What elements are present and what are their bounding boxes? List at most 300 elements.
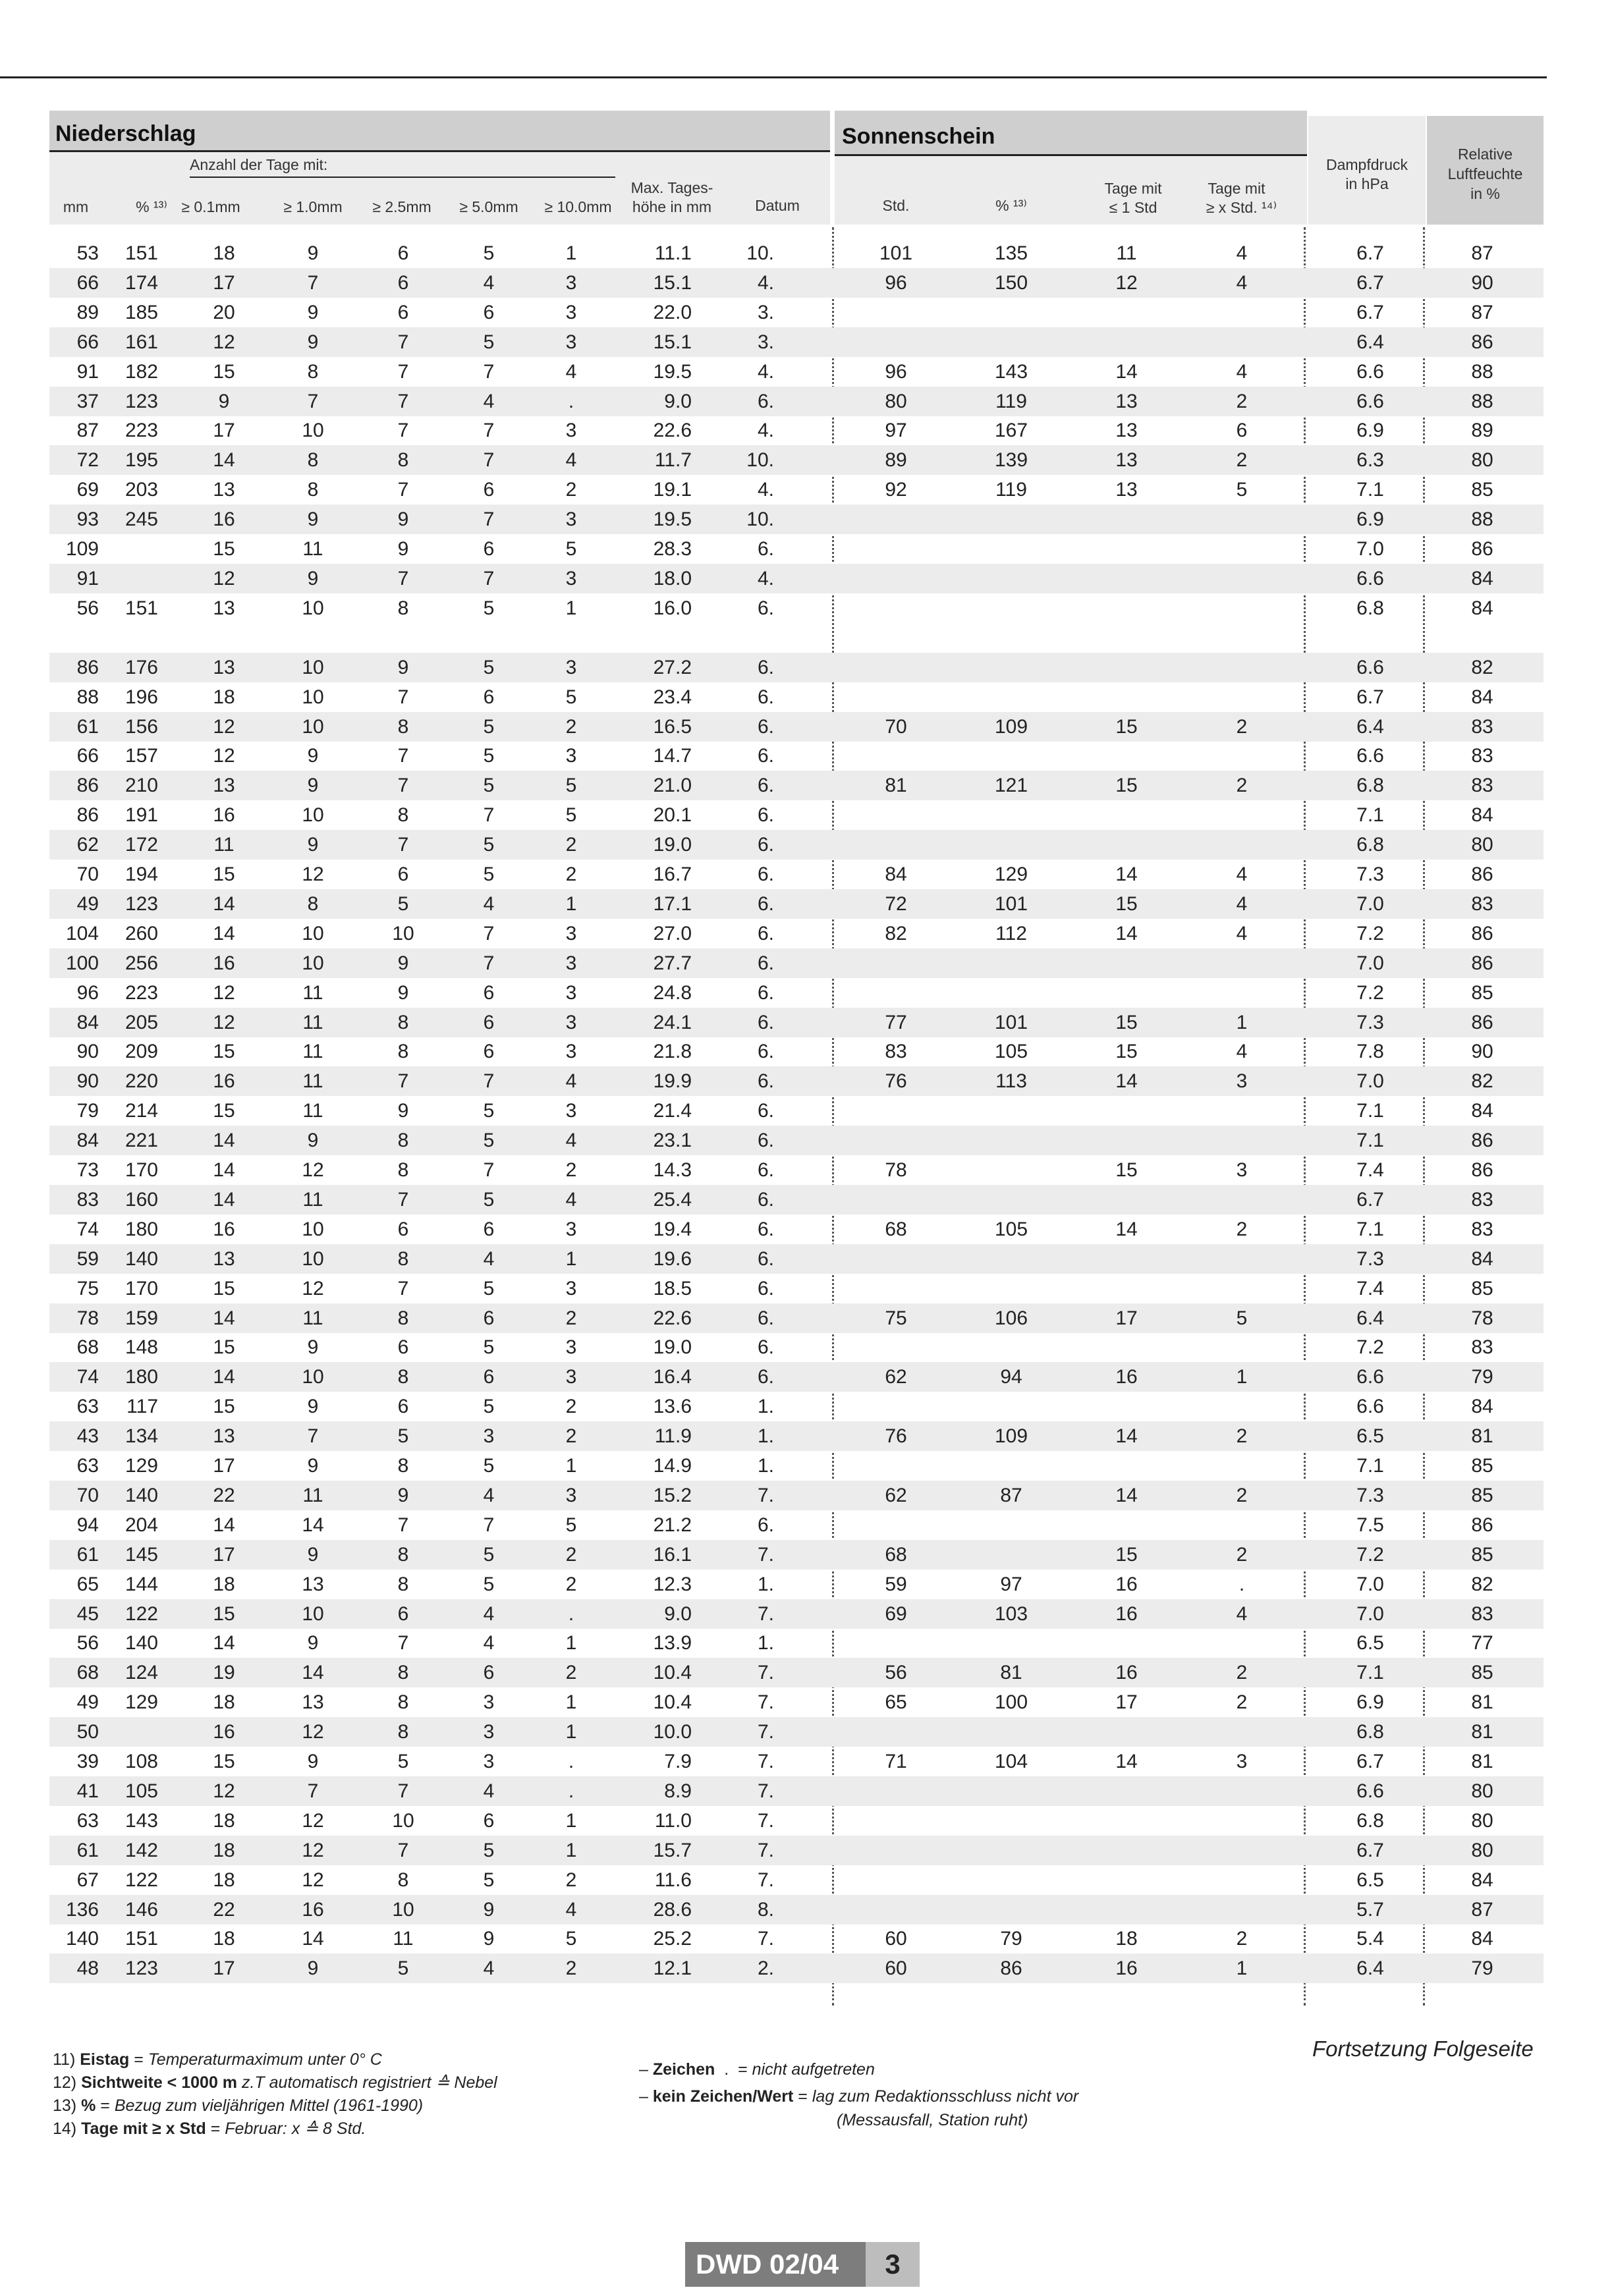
cell-pct: 176 xyxy=(125,656,158,678)
cell-rel: 84 xyxy=(1471,597,1493,619)
cell-d100: 3 xyxy=(565,301,577,323)
cell-rel: 84 xyxy=(1471,1928,1493,1950)
cell-mm: 68 xyxy=(76,1336,99,1359)
cell-mm: 63 xyxy=(76,1396,99,1418)
cell-d10: 8 xyxy=(307,360,319,383)
cell-d01: 18 xyxy=(213,686,235,708)
cell-spct xyxy=(975,682,1047,712)
cell-d01: 18 xyxy=(213,1839,235,1861)
cell-rel: 85 xyxy=(1471,1662,1493,1684)
cell-dampf: 6.8 xyxy=(1356,597,1384,619)
cell-d10: 10 xyxy=(302,686,324,708)
cell-dampf: 7.3 xyxy=(1356,1247,1384,1270)
cell-tagex xyxy=(1209,1185,1275,1215)
cell-tagex: 4 xyxy=(1236,922,1248,944)
cell-d50: 5 xyxy=(483,1277,495,1299)
cell-d100: 1 xyxy=(565,1455,577,1477)
cell-tagex xyxy=(1209,593,1275,623)
cell-d01: 13 xyxy=(213,775,235,797)
anzahl-rule xyxy=(190,177,615,178)
cell-max: 13.6 xyxy=(653,1396,692,1418)
cell-pct: 260 xyxy=(125,922,158,944)
cell-tagex: 2 xyxy=(1236,1691,1248,1714)
cell-d50: 6 xyxy=(483,1041,495,1063)
cell-d10: 12 xyxy=(302,863,324,885)
cell-d100: 1 xyxy=(565,1809,577,1832)
cell-rel: 85 xyxy=(1471,1277,1493,1299)
cell-d25: 5 xyxy=(397,1751,409,1772)
cell-d25: 8 xyxy=(397,1455,409,1477)
cell-max: 19.5 xyxy=(653,360,692,383)
cell-spct: 135 xyxy=(994,242,1028,264)
cell-d100: 3 xyxy=(565,331,577,353)
cell-rel: 81 xyxy=(1471,1425,1493,1448)
table-row xyxy=(49,1865,1544,1895)
cell-d25: 9 xyxy=(397,952,409,974)
cell-d100: 3 xyxy=(565,420,577,442)
cell-d10: 10 xyxy=(302,656,324,678)
cell-dampf: 6.4 xyxy=(1356,1307,1384,1329)
cell-spct xyxy=(975,1155,1047,1185)
cell-spct xyxy=(975,564,1047,593)
cell-d01: 9 xyxy=(218,390,230,412)
cell-pct: 196 xyxy=(125,686,158,708)
cell-pct: 140 xyxy=(125,1247,158,1270)
footnote-11 xyxy=(53,2048,382,2071)
cell-rel: 80 xyxy=(1471,834,1493,856)
cell-d01: 18 xyxy=(213,1869,235,1891)
cell-max: 15.7 xyxy=(653,1839,692,1861)
cell-datum: 7. xyxy=(757,1928,774,1950)
cell-tage1: 15 xyxy=(1115,715,1138,738)
cell-mm: 69 xyxy=(76,479,99,501)
cell-d01: 12 xyxy=(213,331,235,353)
cell-datum: 6. xyxy=(757,1366,774,1388)
cell-dampf: 6.4 xyxy=(1356,1957,1384,1980)
cell-max: 14.9 xyxy=(653,1455,692,1477)
col-std-header: Std. xyxy=(882,197,910,214)
cell-std: 62 xyxy=(885,1484,907,1506)
cell-d10: 9 xyxy=(307,1130,319,1152)
cell-dampf: 7.1 xyxy=(1356,1100,1384,1122)
cell-dampf: 7.2 xyxy=(1356,922,1384,944)
col-d25-header: ≥ 2.5mm xyxy=(372,198,431,215)
cell-tagex: 4 xyxy=(1236,1041,1248,1063)
cell-d25: 8 xyxy=(397,1130,409,1152)
cell-d01: 14 xyxy=(213,1632,235,1654)
cell-pct xyxy=(105,1717,158,1747)
cell-tage1: 16 xyxy=(1115,1366,1138,1388)
cell-std: 60 xyxy=(885,1928,907,1950)
cell-spct: 106 xyxy=(994,1307,1028,1329)
cell-d10: 7 xyxy=(307,1780,319,1802)
cell-d50: 7 xyxy=(483,804,495,827)
cell-d01: 15 xyxy=(213,1396,235,1418)
cell-dampf: 6.6 xyxy=(1356,656,1384,678)
cell-d01: 17 xyxy=(213,1455,235,1477)
cell-d10: 10 xyxy=(302,715,324,738)
cell-tagex xyxy=(1209,327,1275,357)
cell-tagex: 3 xyxy=(1236,1159,1248,1181)
table-row xyxy=(49,741,1544,771)
cell-rel: 89 xyxy=(1471,420,1493,442)
cell-datum: 6. xyxy=(757,1277,774,1299)
cell-datum: 6. xyxy=(757,1514,774,1536)
cell-d25: 8 xyxy=(397,1366,409,1388)
cell-tage1 xyxy=(1094,1806,1159,1836)
table-row xyxy=(49,1303,1544,1333)
cell-spct: 104 xyxy=(994,1751,1028,1772)
cell-max: 11.1 xyxy=(654,242,692,264)
cell-tagex xyxy=(1209,741,1275,771)
cell-d25: 9 xyxy=(397,1100,409,1122)
cell-max: 8.9 xyxy=(664,1780,692,1802)
cell-tage1: 15 xyxy=(1115,892,1138,915)
cell-d01: 18 xyxy=(213,1691,235,1714)
cell-d25: 6 xyxy=(397,271,409,294)
cell-tagex: 4 xyxy=(1236,271,1248,294)
cell-d100: 3 xyxy=(565,1041,577,1063)
cell-dampf: 6.8 xyxy=(1356,1721,1384,1743)
cell-std: 76 xyxy=(885,1070,907,1093)
cell-tage1: 14 xyxy=(1115,360,1138,383)
fortsetzung-note: Fortsetzung Folgeseite xyxy=(1312,2036,1534,2061)
cell-std: 62 xyxy=(885,1366,907,1388)
cell-max: 19.6 xyxy=(653,1247,692,1270)
cell-d25: 8 xyxy=(397,597,409,619)
cell-datum: 6. xyxy=(757,1011,774,1033)
anzahl-header: Anzahl der Tage mit: xyxy=(190,156,328,173)
table-row xyxy=(49,268,1544,298)
cell-rel: 86 xyxy=(1471,1514,1493,1536)
cell-mm: 63 xyxy=(76,1809,99,1832)
cell-max: 12.1 xyxy=(653,1957,692,1980)
cell-rel: 84 xyxy=(1471,567,1493,589)
cell-spct: 94 xyxy=(1000,1366,1022,1388)
cell-datum: 7. xyxy=(757,1543,774,1566)
cell-tagex xyxy=(1209,1392,1275,1421)
cell-d100: 3 xyxy=(565,1366,577,1388)
cell-max: 23.1 xyxy=(653,1130,692,1152)
cell-pct: 123 xyxy=(125,390,158,412)
cell-d25: 7 xyxy=(397,745,409,767)
cell-d50: 7 xyxy=(483,952,495,974)
cell-datum: 7. xyxy=(757,1602,774,1625)
cell-dampf: 7.2 xyxy=(1356,1543,1384,1566)
cell-pct: 140 xyxy=(125,1632,158,1654)
cell-tage1: 11 xyxy=(1116,242,1137,264)
cell-spct: 101 xyxy=(994,1011,1028,1033)
cell-datum: 2. xyxy=(757,1957,774,1980)
table-row xyxy=(49,475,1544,505)
cell-dampf: 6.3 xyxy=(1356,449,1384,472)
cell-pct: 210 xyxy=(125,775,158,797)
cell-tagex: 2 xyxy=(1236,1484,1248,1506)
cell-datum: 6. xyxy=(757,1247,774,1270)
cell-datum: 7. xyxy=(757,1484,774,1506)
cell-d10: 12 xyxy=(302,1721,324,1743)
cell-d01: 12 xyxy=(213,715,235,738)
cell-tage1: 12 xyxy=(1115,271,1138,294)
cell-d100: 2 xyxy=(565,479,577,501)
cell-pct: 159 xyxy=(125,1307,158,1329)
footnote-14-text: Februar: x ≙ 8 Std. xyxy=(225,2119,366,2138)
cell-d50: 5 xyxy=(483,1573,495,1595)
cell-d10: 9 xyxy=(307,1336,319,1359)
cell-d10: 14 xyxy=(302,1514,324,1536)
footnote-14-eq: = xyxy=(206,2119,225,2138)
cell-d10: 12 xyxy=(302,1869,324,1891)
cell-d10: 11 xyxy=(302,538,323,560)
cell-d01: 14 xyxy=(213,449,235,472)
col-spct-header: % ¹³⁾ xyxy=(995,197,1027,214)
table-row xyxy=(49,1451,1544,1481)
cell-spct: 121 xyxy=(994,775,1028,797)
cell-spct xyxy=(975,1540,1047,1570)
cell-spct xyxy=(975,1895,1047,1925)
cell-d10: 11 xyxy=(302,1484,323,1506)
table-row xyxy=(49,1481,1544,1510)
cell-pct: 122 xyxy=(125,1602,158,1625)
cell-tage1 xyxy=(1094,1451,1159,1481)
cell-d25: 5 xyxy=(397,1425,409,1448)
cell-d10: 10 xyxy=(302,1218,324,1240)
cell-d01: 14 xyxy=(213,892,235,915)
cell-datum: 6. xyxy=(757,1159,774,1181)
cell-std xyxy=(860,978,932,1008)
cell-d10: 9 xyxy=(307,1455,319,1477)
cell-rel: 90 xyxy=(1471,271,1493,294)
col-max-header-line2: höhe in mm xyxy=(632,198,712,215)
cell-std xyxy=(860,1274,932,1303)
cell-d50: 4 xyxy=(483,1484,495,1506)
cell-datum: 1. xyxy=(757,1396,774,1418)
cell-d100: 4 xyxy=(565,1070,577,1093)
cell-datum: 8. xyxy=(757,1898,774,1921)
table-row xyxy=(49,1570,1544,1599)
cell-d50: 6 xyxy=(483,1662,495,1684)
cell-d10: 10 xyxy=(302,804,324,827)
cell-std: 84 xyxy=(885,863,907,885)
cell-d01: 17 xyxy=(213,1957,235,1980)
cell-d01: 16 xyxy=(213,952,235,974)
cell-d100: 2 xyxy=(565,1957,577,1980)
cell-mm: 78 xyxy=(76,1307,99,1329)
cell-d25: 9 xyxy=(397,1484,409,1506)
cell-pct: 129 xyxy=(125,1691,158,1714)
sonnenschein-title: Sonnenschein xyxy=(842,124,995,149)
cell-max: 11.9 xyxy=(654,1425,692,1448)
cell-d01: 13 xyxy=(213,1247,235,1270)
cell-max: 13.9 xyxy=(653,1632,692,1654)
cell-pct: 108 xyxy=(125,1751,158,1772)
cell-dampf: 6.5 xyxy=(1356,1632,1384,1654)
legend-kein-zeichen-text: lag zum Redaktionsschluss nicht vor xyxy=(812,2087,1079,2106)
cell-mm: 65 xyxy=(76,1573,99,1595)
cell-spct: 100 xyxy=(994,1691,1028,1714)
cell-d100: 4 xyxy=(565,360,577,383)
cell-tagex xyxy=(1209,1332,1275,1362)
cell-d25: 7 xyxy=(397,567,409,589)
cell-d50: 7 xyxy=(483,1514,495,1536)
cell-rel: 90 xyxy=(1471,1041,1493,1063)
cell-dampf: 7.2 xyxy=(1356,1336,1384,1359)
cell-spct xyxy=(975,1776,1047,1806)
cell-spct: 112 xyxy=(995,922,1027,944)
cell-d100: 5 xyxy=(565,1514,577,1536)
cell-pct: 204 xyxy=(125,1514,158,1536)
cell-std xyxy=(860,564,932,593)
cell-d50: 3 xyxy=(483,1721,495,1743)
cell-spct xyxy=(975,653,1047,682)
cell-rel: 85 xyxy=(1471,479,1493,501)
cell-dampf: 6.6 xyxy=(1356,1780,1384,1802)
cell-d10: 9 xyxy=(307,745,319,767)
cell-d25: 7 xyxy=(397,775,409,797)
cell-mm: 96 xyxy=(76,981,99,1004)
cell-d10: 10 xyxy=(302,597,324,619)
cell-mm: 93 xyxy=(76,508,99,531)
col-rel-header-line3: in % xyxy=(1470,185,1500,202)
cell-tagex xyxy=(1209,1628,1275,1658)
cell-dampf: 6.9 xyxy=(1356,1691,1384,1714)
cell-pct: 140 xyxy=(125,1484,158,1506)
cell-spct xyxy=(975,800,1047,830)
cell-max: 23.4 xyxy=(653,686,692,708)
legend-zeichen-dash: – xyxy=(639,2060,648,2079)
cell-mm: 59 xyxy=(76,1247,99,1270)
cell-pct: 142 xyxy=(125,1839,158,1861)
cell-dampf: 6.7 xyxy=(1356,242,1384,264)
cell-rel: 86 xyxy=(1471,1159,1493,1181)
cell-std xyxy=(860,1865,932,1895)
cell-spct: 119 xyxy=(995,390,1027,412)
col-d100-header: ≥ 10.0mm xyxy=(544,198,612,215)
cell-d100: 1 xyxy=(565,892,577,915)
cell-tage1: 13 xyxy=(1115,390,1138,412)
table-row xyxy=(49,800,1544,830)
cell-std xyxy=(860,593,932,623)
cell-spct xyxy=(975,1096,1047,1126)
table-row xyxy=(49,978,1544,1008)
cell-d100: 5 xyxy=(565,775,577,797)
cell-max: 19.9 xyxy=(653,1070,692,1093)
col-pct-header: % ¹³⁾ xyxy=(136,198,167,215)
cell-pct: 105 xyxy=(125,1780,158,1802)
cell-mm: 89 xyxy=(76,301,99,323)
cell-datum: 6. xyxy=(757,715,774,738)
cell-spct: 119 xyxy=(995,479,1027,501)
cell-d01: 16 xyxy=(213,1721,235,1743)
table-row xyxy=(49,564,1544,593)
cell-tage1 xyxy=(1094,1895,1159,1925)
cell-max: 22.6 xyxy=(653,420,692,442)
cell-pct: 180 xyxy=(125,1218,158,1240)
table-row xyxy=(49,298,1544,327)
cell-tagex: 2 xyxy=(1236,715,1248,738)
table-row xyxy=(49,1185,1544,1215)
table-row xyxy=(49,445,1544,475)
cell-d25: 7 xyxy=(397,1188,409,1211)
cell-d50: 6 xyxy=(483,1307,495,1329)
cell-max: 16.7 xyxy=(653,863,692,885)
cell-d50: 5 xyxy=(483,1869,495,1891)
cell-mm: 84 xyxy=(76,1011,99,1033)
cell-pct: 170 xyxy=(125,1277,158,1299)
cell-d50: 3 xyxy=(483,1751,495,1772)
cell-d100: 3 xyxy=(565,1277,577,1299)
cell-std xyxy=(860,327,932,357)
table-row xyxy=(49,1421,1544,1451)
cell-rel: 80 xyxy=(1471,1780,1493,1802)
cell-rel: 85 xyxy=(1471,981,1493,1004)
cell-d25: 8 xyxy=(397,1307,409,1329)
table-row xyxy=(49,1096,1544,1126)
cell-std: 101 xyxy=(879,242,913,264)
table-row xyxy=(49,860,1544,889)
cell-spct: 129 xyxy=(994,863,1028,885)
cell-max: 19.0 xyxy=(653,834,692,856)
cell-max: 19.0 xyxy=(653,1336,692,1359)
table-row xyxy=(49,1687,1544,1717)
cell-std: 92 xyxy=(885,479,907,501)
cell-d10: 11 xyxy=(302,1188,323,1211)
cell-d25: 7 xyxy=(397,331,409,353)
cell-tage1: 13 xyxy=(1115,479,1138,501)
cell-datum: 6. xyxy=(757,1307,774,1329)
table-row xyxy=(49,1332,1544,1362)
cell-tagex xyxy=(1209,800,1275,830)
cell-d01: 12 xyxy=(213,1011,235,1033)
cell-max: 22.6 xyxy=(653,1307,692,1329)
cell-max: 16.5 xyxy=(653,715,692,738)
cell-d100: . xyxy=(568,390,574,412)
cell-datum: 7. xyxy=(757,1869,774,1891)
cell-std: 96 xyxy=(885,271,907,294)
cell-d10: 14 xyxy=(302,1928,324,1950)
cell-rel: 84 xyxy=(1471,1247,1493,1270)
cell-datum: 4. xyxy=(757,360,774,383)
cell-d25: 8 xyxy=(397,1543,409,1566)
cell-d01: 15 xyxy=(213,1041,235,1063)
cell-tagex xyxy=(1209,653,1275,682)
cell-mm: 86 xyxy=(76,656,99,678)
cell-d10: 9 xyxy=(307,1751,319,1772)
cell-pct: 161 xyxy=(125,331,158,353)
cell-d10: 9 xyxy=(307,242,319,264)
cell-d01: 17 xyxy=(213,1543,235,1566)
cell-d50: 5 xyxy=(483,1839,495,1861)
cell-tagex xyxy=(1209,1776,1275,1806)
cell-d01: 18 xyxy=(213,242,235,264)
cell-d50: 6 xyxy=(483,1011,495,1033)
cell-max: 18.0 xyxy=(653,567,692,589)
cell-rel: 86 xyxy=(1471,863,1493,885)
cell-datum: 6. xyxy=(757,1130,774,1152)
cell-d01: 14 xyxy=(213,922,235,944)
footnote-14 xyxy=(53,2118,366,2140)
cell-d25: 7 xyxy=(397,390,409,412)
cell-std xyxy=(860,505,932,534)
cell-d50: 5 xyxy=(483,331,495,353)
col-rel-header-line2: Luftfeuchte xyxy=(1447,165,1523,182)
cell-tagex: 2 xyxy=(1236,390,1248,412)
cell-spct: 105 xyxy=(994,1218,1028,1240)
cell-pct: 148 xyxy=(125,1336,158,1359)
cell-std xyxy=(860,1392,932,1421)
cell-std: 96 xyxy=(885,360,907,383)
cell-d100: 4 xyxy=(565,1898,577,1921)
